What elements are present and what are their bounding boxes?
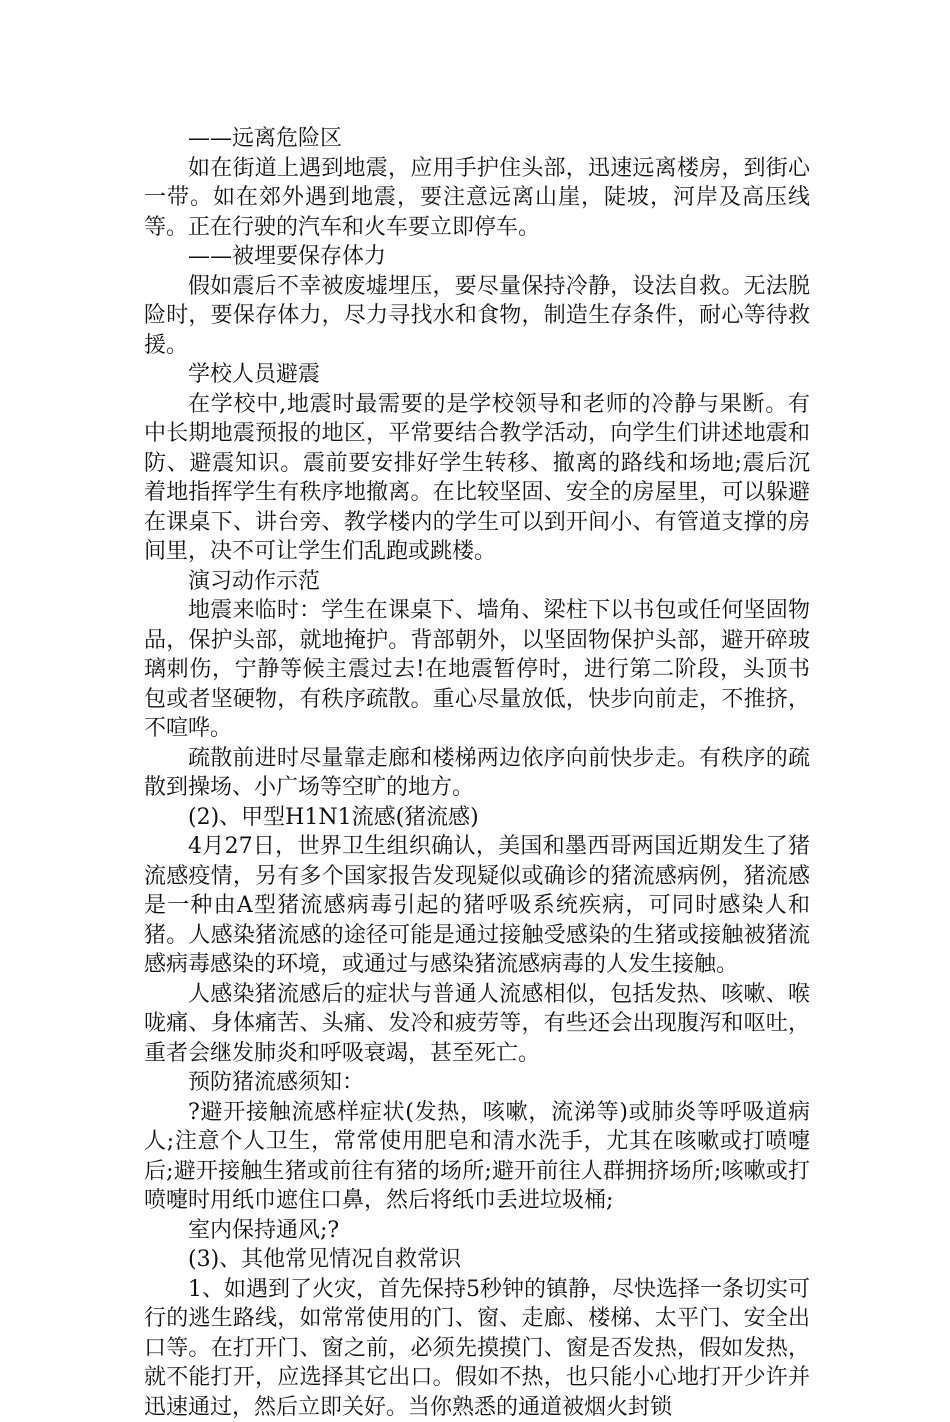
- subheading-school-evacuation: 学校人员避震: [144, 360, 810, 390]
- subheading-other-self-rescue: (3)、其他常见情况自救常识: [144, 1245, 810, 1275]
- subheading-stay-away-danger: ——远离危险区: [144, 124, 810, 154]
- paragraph-buried-self-rescue: 假如震后不幸被废墟埋压，要尽量保持冷静，设法自救。无法脱险时，要保存体力，尽力寻找水和食物，制造生存条件，耐心等待救援。: [144, 272, 810, 361]
- paragraph-ventilation: 室内保持通风;?: [144, 1216, 810, 1246]
- paragraph-drill-steps: 地震来临时：学生在课桌下、墙角、梁柱下以书包或任何坚固物品，保护头部，就地掩护。背部朝外，以坚固物保护头部，避开碎玻璃刺伤，宁静等候主震过去!在地震暂停时，进行第二阶段，头顶书包或者坚硬物，有秩序疏散。重心尽量放低，快步向前走，不推挤，不喧哗。: [144, 596, 810, 744]
- subheading-h1n1: (2)、甲型H1N1流感(猪流感): [144, 803, 810, 833]
- subheading-drill-demo: 演习动作示范: [144, 567, 810, 597]
- paragraph-evacuation-route: 疏散前进时尽量靠走廊和楼梯两边依序向前快步走。有秩序的疏散到操场、小广场等空旷的地方。: [144, 744, 810, 803]
- paragraph-street-earthquake: 如在街道上遇到地震，应用手护住头部，迅速远离楼房，到街心一带。如在郊外遇到地震，要注意远离山崖，陡坡，河岸及高压线等。正在行驶的汽车和火车要立即停车。: [144, 154, 810, 243]
- paragraph-school-earthquake: 在学校中,地震时最需要的是学校领导和老师的冷静与果断。有中长期地震预报的地区，平常要结合教学活动，向学生们讲述地震和防、避震知识。震前要安排好学生转移、撤离的路线和场地;震后沉着地指挥学生有秩序地撤离。在比较坚固、安全的房屋里，可以躲避在课桌下、讲台旁、教学楼内的学生可以到开间小、有管道支撑的房间里，决不可让学生们乱跑或跳楼。: [144, 390, 810, 567]
- paragraph-prevention-tips: ?避开接触流感样症状(发热，咳嗽，流涕等)或肺炎等呼吸道病人;注意个人卫生，常常使用肥皂和清水洗手，尤其在咳嗽或打喷嚏后;避开接触生猪或前往有猪的场所;避开前往人群拥挤场所;咳嗽或打喷嚏时用纸巾遮住口鼻，然后将纸巾丢进垃圾桶;: [144, 1098, 810, 1216]
- paragraph-fire-escape: 1、如遇到了火灾，首先保持5秒钟的镇静，尽快选择一条切实可行的逃生路线，如常常使用的门、窗、走廊、楼梯、太平门、安全出口等。在打开门、窗之前，必须先摸摸门、窗是否发热，假如发热，就不能打开，应选择其它出口。假如不热，也只能小心地打开少许并迅速通过，然后立即关好。当你熟悉的通道被烟火封锁: [144, 1275, 810, 1422]
- subheading-buried-conserve-strength: ——被埋要保存体力: [144, 242, 810, 272]
- subheading-prevention: 预防猪流感须知：: [144, 1068, 810, 1098]
- paragraph-h1n1-outbreak: 4月27日，世界卫生组织确认，美国和墨西哥两国近期发生了猪流感疫情，另有多个国家报告发现疑似或确诊的猪流感病例，猪流感是一种由A型猪流感病毒引起的猪呼吸系统疾病，可同时感染人和猪。人感染猪流感的途径可能是通过接触受感染的生猪或接触被猪流感病毒感染的环境，或通过与感染猪流感病毒的人发生接触。: [144, 832, 810, 980]
- document-body: [144, 124, 810, 1422]
- paragraph-h1n1-symptoms: 人感染猪流感后的症状与普通人流感相似，包括发热、咳嗽、喉咙痛、身体痛苦、头痛、发冷和疲劳等，有些还会出现腹泻和呕吐，重者会继发肺炎和呼吸衰竭，甚至死亡。: [144, 980, 810, 1069]
